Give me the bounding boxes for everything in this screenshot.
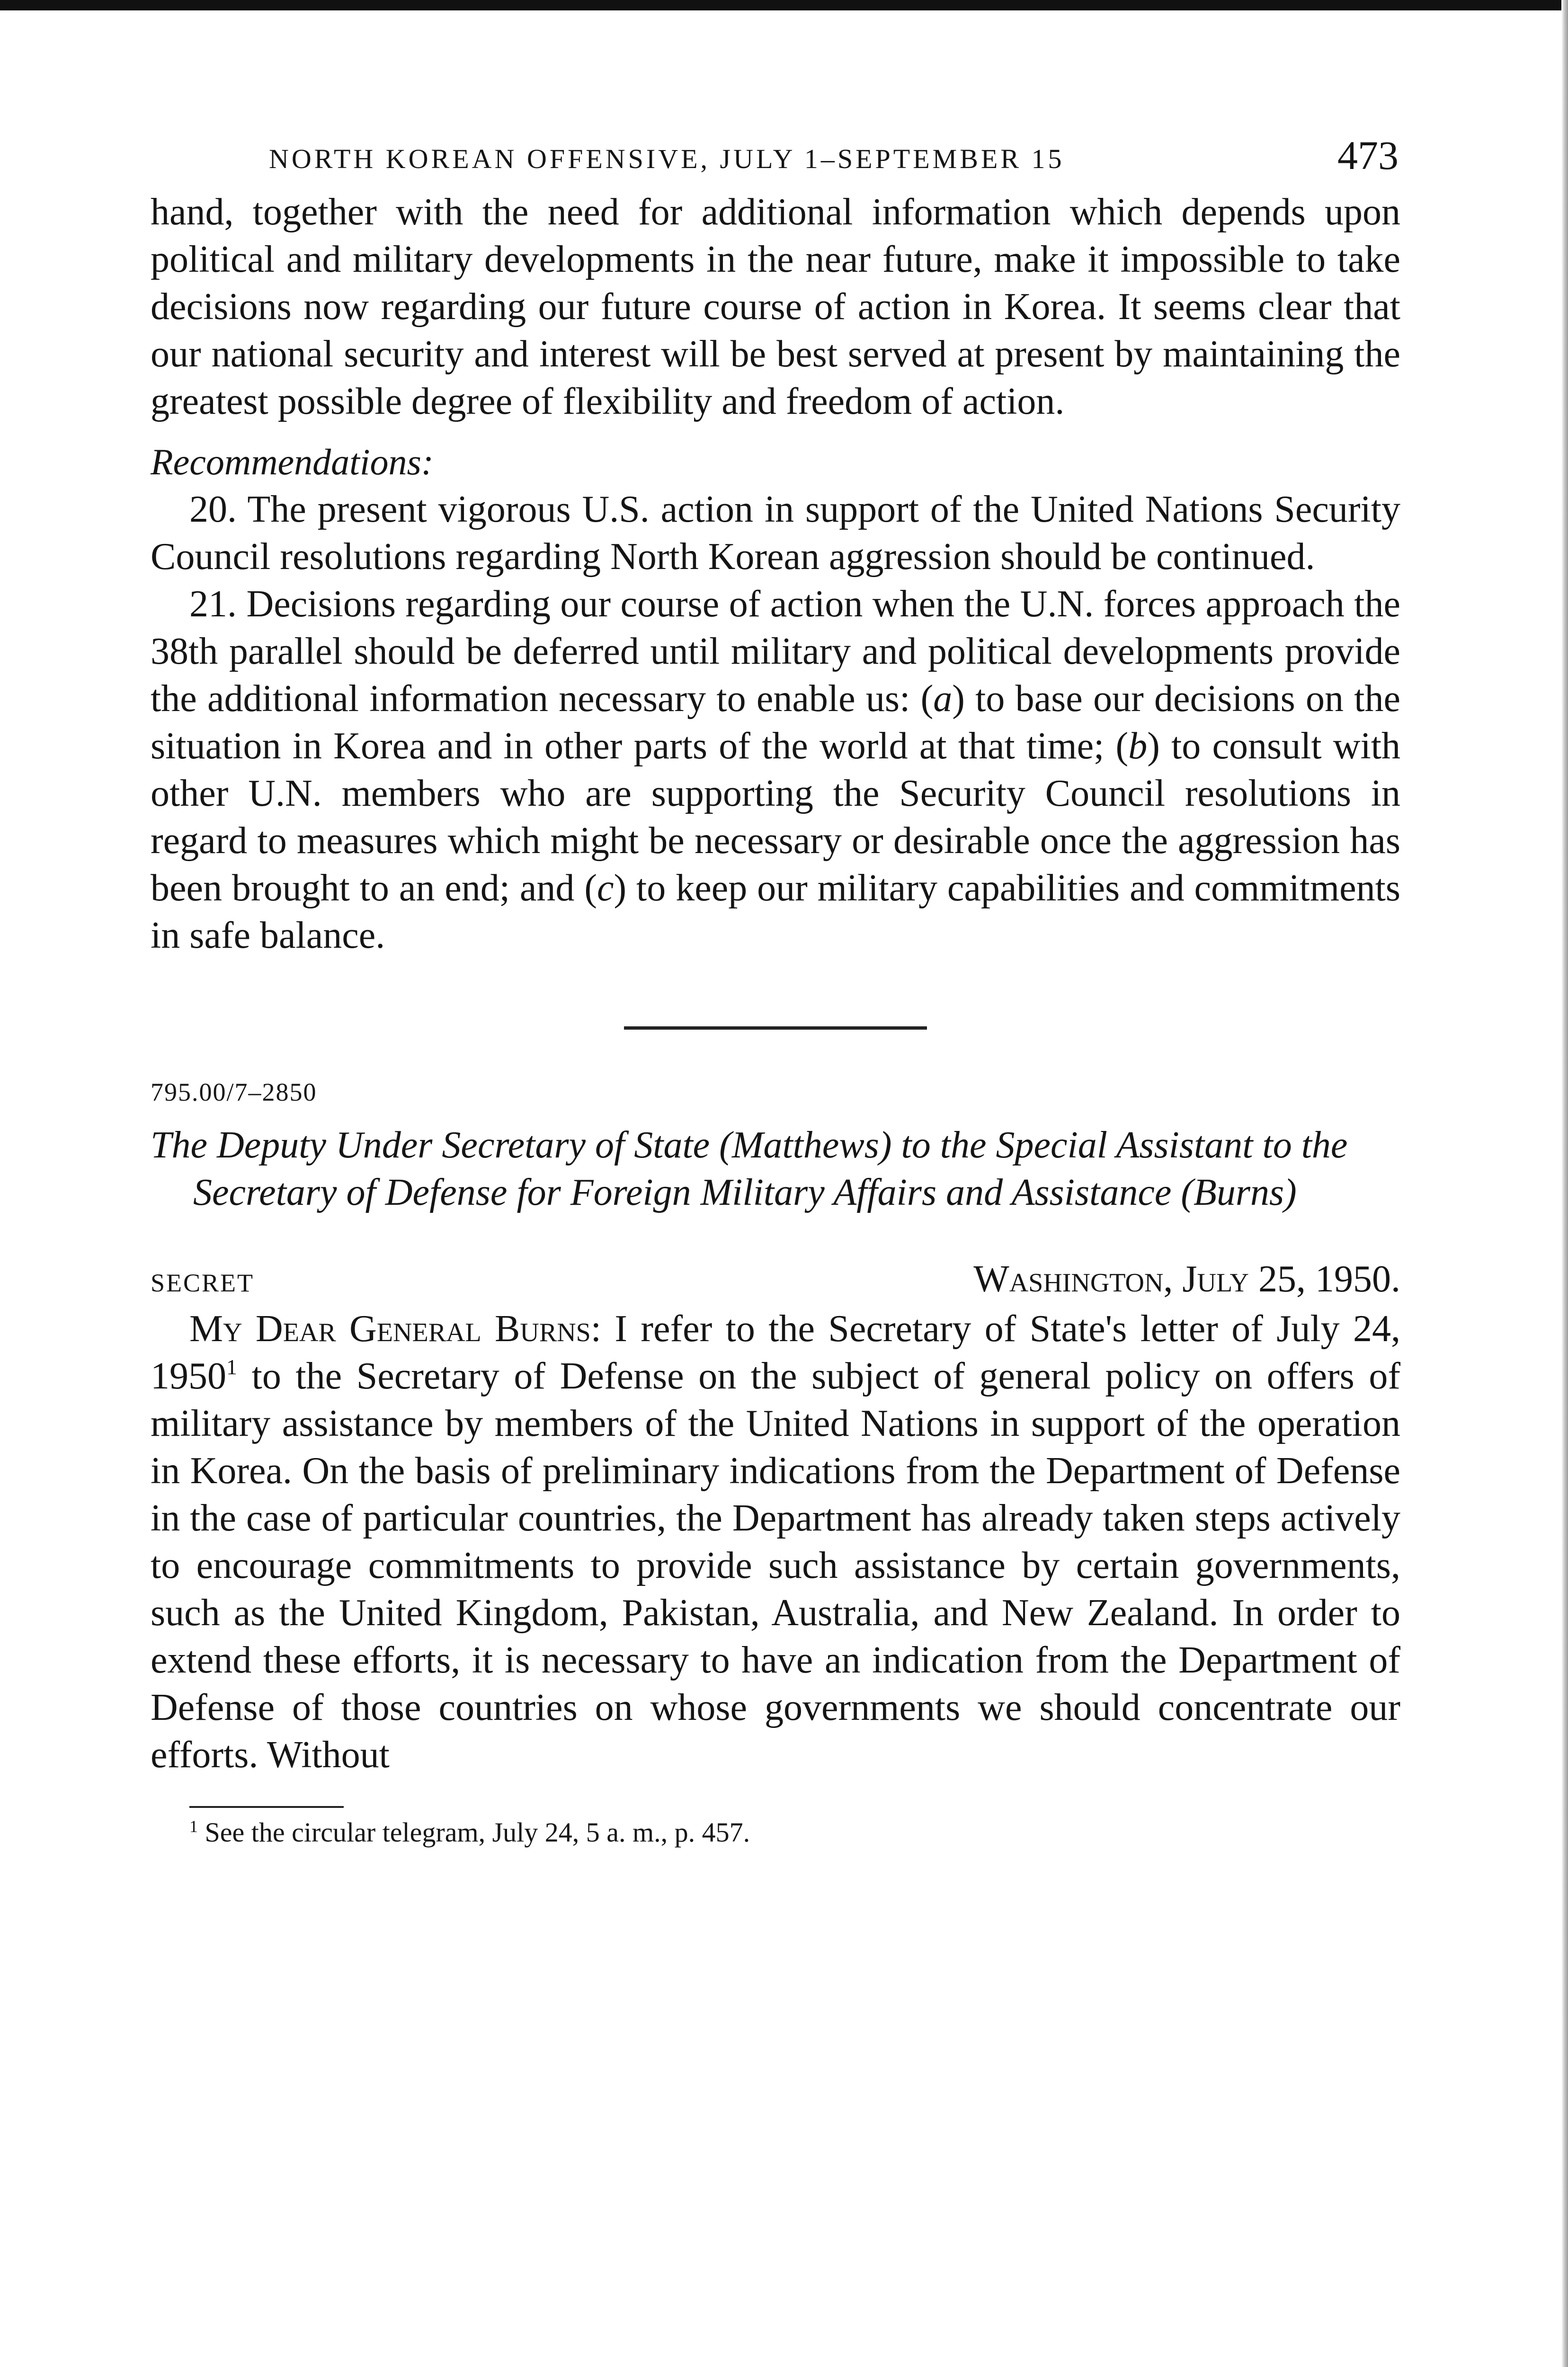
footnote-rule xyxy=(189,1806,344,1808)
rec21-intro: 21. Decisions regarding our course of action when the U.N. forces approach the 38th parallel should be deferred until military and political developments provide the additional information necessary to enable us: ( xyxy=(151,583,1400,720)
scan-right-edge xyxy=(1561,0,1568,2367)
rec21-part-c: ) to keep our military capabilities and commitments in safe balance. xyxy=(151,867,1401,956)
rec21-part-a: ) to base our decisions on the situation in Korea and in other parts of the world at that time; ( xyxy=(151,678,1401,767)
footnote xyxy=(151,1814,1400,1851)
rec21-label-b: b xyxy=(1128,725,1148,767)
document-title: The Deputy Under Secretary of State (Matthews) to the Special Assistant to the Secretary of Defense for Foreign Military Affairs and Assistance (Burns) xyxy=(151,1124,1348,1213)
footnote-reference: 1 xyxy=(226,1355,237,1379)
running-head: NORTH KOREAN OFFENSIVE, JULY 1–SEPTEMBER 15 xyxy=(269,143,1065,174)
document-file-number: 795.00/7–2850 xyxy=(151,1078,317,1106)
scan-top-edge xyxy=(0,0,1568,10)
salutation: My Dear General Burns: xyxy=(189,1308,602,1350)
dateline-row xyxy=(151,1258,1400,1305)
page-header xyxy=(151,127,1400,188)
book-page xyxy=(151,127,1400,1851)
letter-text-2: to the Secretary of Defense on the subject of general policy on offers of military assistance by members of the United Nations in support of the operation in Korea. On the basis of preliminary indications from the Department of Defense in the case of particular countries, the Department has already taken steps actively to encourage commitments to provide such assistance by certain governments, such as the United Kingdom, Pakistan, Australia, and New Zealand. In order to extend these efforts, it is necessary to have an indication from the Department of Defense of those countries on whose governments we should concentrate our efforts. Without xyxy=(151,1355,1400,1776)
rec21-label-a: a xyxy=(933,678,953,720)
recommendation-20: 20. The present vigorous U.S. action in support of the United Nations Security Council resolutions regarding North Korean aggression should be continued. xyxy=(151,489,1400,578)
section-divider xyxy=(624,1026,927,1030)
classification-label: SECRET xyxy=(151,1269,255,1297)
continuation-paragraph: hand, together with the need for additional information which depends upon political and military developments in the near future, make it impossible to take decisions now regarding our future course of action in Korea. It seems clear that our national security and interest will be best served at present by maintaining the greatest possible degree of flexibility and freedom of action. xyxy=(151,191,1400,422)
dateline: Washington, July 25, 1950. xyxy=(973,1258,1400,1300)
letter-text-1: I refer to the Secretary of State's letter of July 24, 1950 xyxy=(151,1308,1400,1397)
page-number: 473 xyxy=(1337,133,1399,178)
footnote-text: See the circular telegram, July 24, 5 a. m., p. 457. xyxy=(198,1817,750,1848)
letter-body xyxy=(151,1305,1400,1779)
recommendations-heading: Recommendations: xyxy=(151,441,434,482)
footnote-marker: 1 xyxy=(189,1817,198,1836)
rec21-label-c: c xyxy=(597,867,614,909)
rec21-part-b: ) to consult with other U.N. members who are supporting the Security Council resolutions in regard to measures which might be necessary or desirable once the aggression has been brought to an end; and ( xyxy=(151,725,1400,909)
recommendation-21 xyxy=(151,580,1400,959)
